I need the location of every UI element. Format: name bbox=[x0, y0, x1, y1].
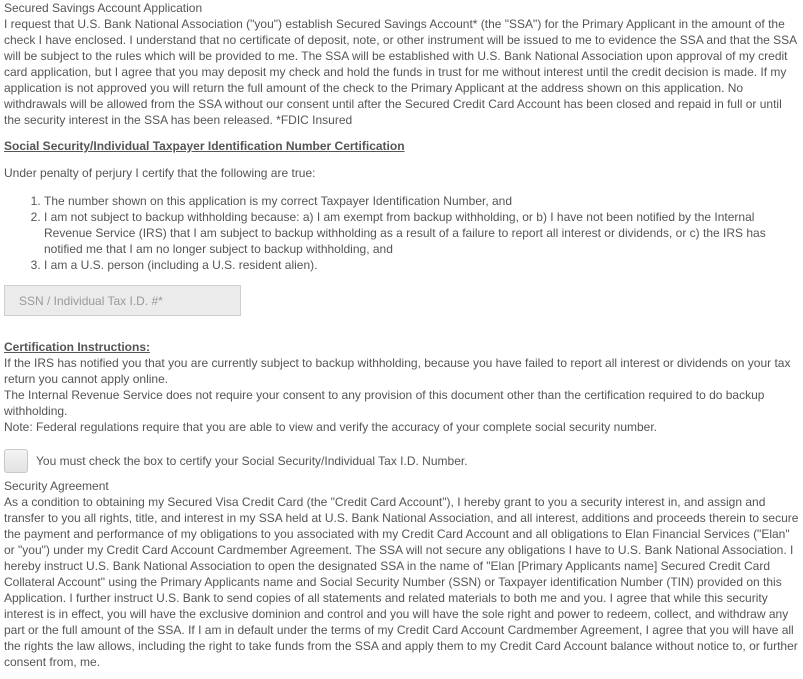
certify-checkbox-label: You must check the box to certify your Social Security/Individual Tax I.D. Number. bbox=[36, 454, 468, 468]
certification-item-1: 1. The number shown on this application is my correct Taxpayer Identification Number, and bbox=[44, 193, 800, 209]
ssa-body: I request that U.S. Bank National Association ("you") establish Secured Savings Account* (the "SSA") for the Primary Applicant in the amount of the check I have enclosed. I understand that no certificate of deposit, note, or other instrument will be issued to me to evidence the SSA and that the SSA will be subject to the rules which will be provided to me. The SSA will be established with U.S. Bank National Association upon approval of my credit card application, but I agree that you may deposit my check and hold the funds in trust for me without interest until the credit decision is made. If my application is not approved you will return the full amount of the check to the Primary Applicant at the address shown on this application. No withdrawals will be allowed from the SSA without our consent until after the Secured Credit Card Account has been closed and repaid in full or until the security interest in the SSA has been released. *FDIC Insured bbox=[4, 17, 797, 127]
instructions-para-2: The Internal Revenue Service does not require your consent to any provision of this document other than the certification required to do backup withholding. bbox=[4, 388, 765, 418]
tin-intro: Under penalty of perjury I certify that the following are true: bbox=[4, 166, 316, 180]
security-agreement-title: Security Agreement bbox=[4, 479, 109, 493]
certification-instructions-heading: Certification Instructions: bbox=[4, 340, 151, 354]
certify-checkbox-row bbox=[4, 448, 800, 474]
instructions-para-3: Note: Federal regulations require that you are able to view and verify the accuracy of your complete social security number. bbox=[4, 420, 657, 434]
security-agreement-body: As a condition to obtaining my Secured Visa Credit Card (the "Credit Card Account"), I hereby grant to you a security interest in, and assign and transfer to you all rights, title, and interest in my SSA held at U.S. Bank National Association, and all interest, additions and proceeds therein to secure the payment and performance of my obligations to you associated with my Credit Card Account and all obligations to Elan Financial Services ("Elan" or "you") under my Credit Card Account Cardmember Agreement. The SSA will not secure any obligations I have to U.S. Bank National Association. I hereby instruct U.S. Bank National Association to open the designated SSA in the name of "Elan [Primary Applicants name] Secured Credit Card Collateral Account" using the Primary Applicants name and Social Security Number (SSN) or Taxpayer identification Number (TIN) provided on this Application. I further instruct U.S. Bank to send copies of all statements and related materials to both me and you. I agree that while this security interest is in effect, you will have the exclusive dominion and control and you will have the sole right and power to redeem, collect, and withdraw any part or the full amount of the SSA. If I am in default under the terms of my Credit Card Account Cardmember Agreement, I agree that you will have all the rights the law allows, including the right to take funds from the SSA and apply them to my Credit Card Account balance without notice to, or further consent from, me. bbox=[4, 495, 799, 669]
tin-certification-heading: Social Security/Individual Taxpayer Identification Number Certification bbox=[4, 139, 405, 153]
certification-list bbox=[4, 193, 800, 273]
certification-item-2: 2. I am not subject to backup withholding because: a) I am exempt from backup withholding, or b) I have not been notified by the Internal Revenue Service (IRS) that I am subject to backup withholding as a result of a failure to report all interest or dividends, or c) the IRS has notified me that I am no longer subject to backup withholding, and bbox=[44, 209, 800, 257]
ssa-title: Secured Savings Account Application bbox=[4, 1, 203, 15]
certification-item-3: 3. I am a U.S. person (including a U.S. resident alien). bbox=[44, 257, 800, 273]
certify-checkbox[interactable] bbox=[4, 449, 28, 473]
instructions-para-1: If the IRS has notified you that you are currently subject to backup withholding, because you have failed to report all interest or dividends on your tax return you cannot apply online. bbox=[4, 356, 791, 386]
ssn-tax-id-input[interactable] bbox=[4, 285, 241, 316]
